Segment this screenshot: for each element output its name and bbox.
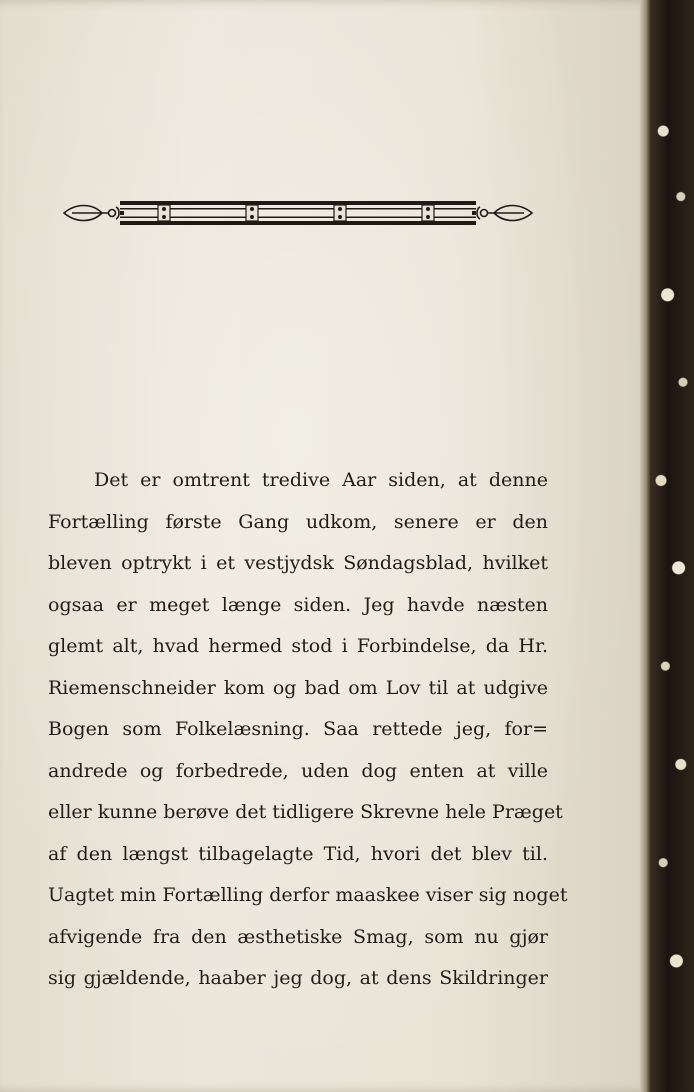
text-line-3: bleven optrykt i et vestjydsk Søndagsblad, hvilket [48,552,548,574]
body-text [48,463,568,1003]
text-line-2: Fortælling første Gang udkom, senere er den [48,510,548,533]
text-line-11: Uagtet min Fortælling derfor maaskee viser sig noget [48,884,568,906]
text-line-12: afvigende fra den æsthetiske Smag, som nu gjør [48,925,548,948]
book-binding [650,0,694,1092]
text-line-8: andrede og forbedrede, uden dog enten at ville [48,759,548,782]
text-line-1: Det er omtrent tredive Aar siden, at denne [94,469,548,491]
text-line-10: af den længst tilbagelagte Tid, hvori det blev til. [48,842,548,865]
text-line-5: glemt alt, hvad hermed stod i Forbindelse, da Hr. [48,635,548,657]
text-line-6: Riemenschneider kom og bad om Lov til at udgive [48,676,548,699]
text-line-13: sig gjældende, haaber jeg dog, at dens Skildringer [48,967,548,989]
page-edge [640,0,650,1092]
text-line-9: eller kunne berøve det tidligere Skrevne hele Præget [48,801,563,823]
decorative-head-rule [62,193,534,233]
text-line-7: Bogen som Folkelæsning. Saa rettede jeg, for= [48,718,548,740]
text-line-4: ogsaa er meget længe siden. Jeg havde næsten [48,593,548,616]
